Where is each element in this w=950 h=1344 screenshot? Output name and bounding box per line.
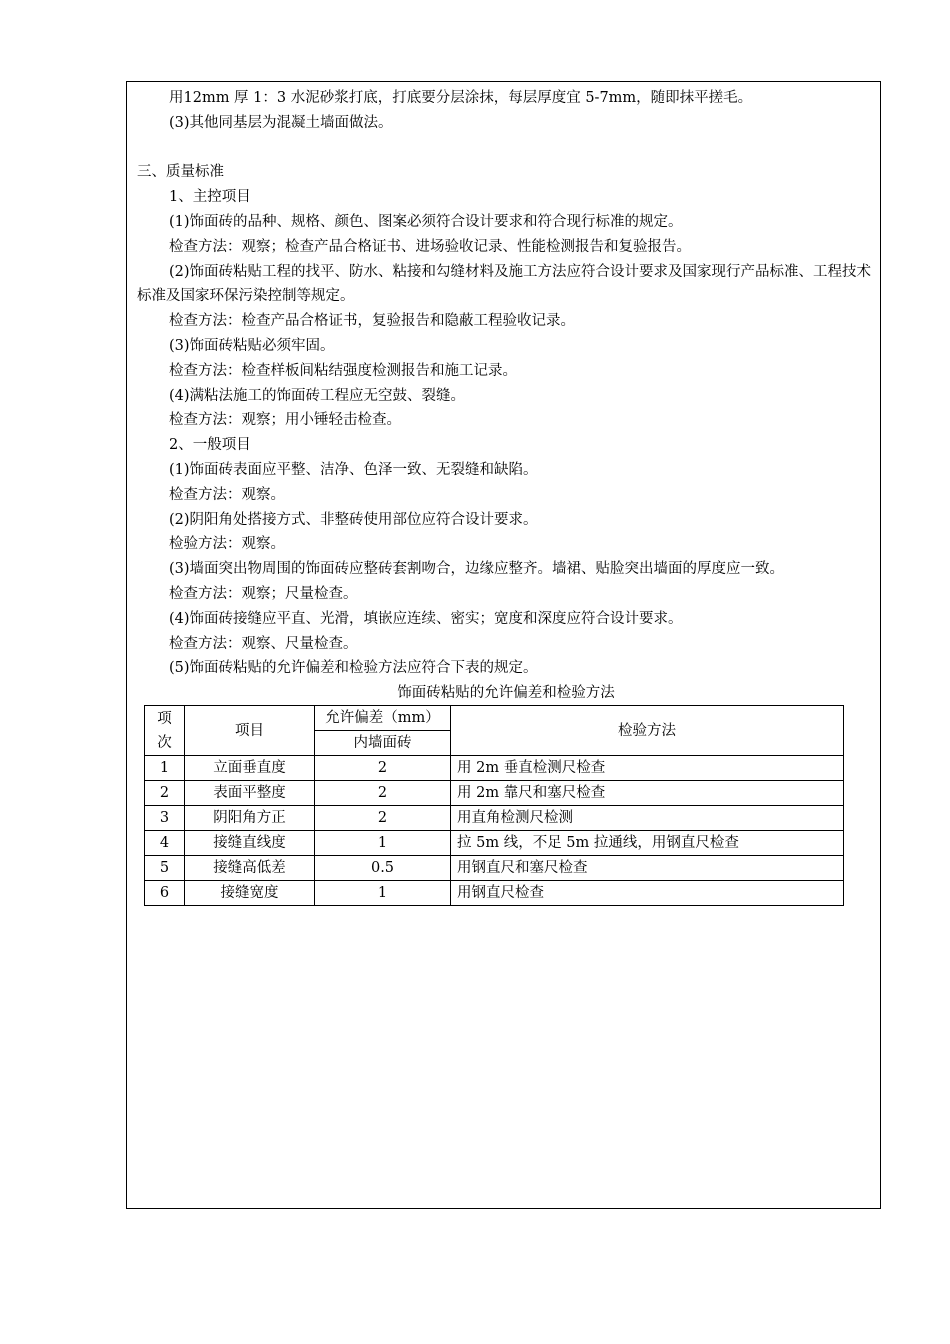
main-item-1-check: 检查方法：观察；检查产品合格证书、进场验收记录、性能检测报告和复验报告。: [169, 238, 691, 255]
general-item-4-check: 检查方法：观察、尺量检查。: [169, 635, 358, 652]
header-no-label: 项次: [157, 710, 172, 751]
cell-method: 用直角检测尺检测: [451, 806, 844, 831]
cell-tolerance: 0.5: [315, 856, 451, 881]
header-tolerance-sub: 内墙面砖: [315, 731, 451, 756]
table-row: [145, 806, 844, 831]
main-items-heading: 1、主控项目: [169, 189, 251, 206]
main-item-3: (3)饰面砖粘贴必须牢固。: [169, 337, 335, 354]
main-item-1: (1)饰面砖的品种、规格、颜色、图案必须符合设计要求和符合现行标准的规定。: [169, 213, 683, 230]
table-row: [145, 856, 844, 881]
cell-no: 5: [145, 856, 185, 881]
cell-item: 接缝宽度: [185, 881, 315, 906]
cell-no: 1: [145, 756, 185, 781]
general-item-3-check: 检查方法：观察；尺量检查。: [169, 585, 358, 602]
general-items-heading: 2、一般项目: [169, 437, 251, 454]
general-item-5: (5)饰面砖粘贴的允许偏差和检验方法应符合下表的规定。: [169, 660, 538, 677]
spacer: [137, 136, 875, 161]
cell-item: 接缝直线度: [185, 831, 315, 856]
document-frame: [126, 81, 881, 1209]
section-heading: 三、质量标准: [137, 164, 224, 181]
cell-tolerance: 2: [315, 806, 451, 831]
header-item: 项目: [185, 706, 315, 756]
table-row: [145, 756, 844, 781]
general-item-3: (3)墙面突出物周围的饰面砖应整砖套割吻合，边缘应整齐。墙裙、贴脸突出墙面的厚度应一致。: [169, 561, 785, 578]
cell-method: 用 2m 靠尺和塞尺检查: [451, 781, 844, 806]
table-row: [145, 781, 844, 806]
main-item-2-check: 检查方法：检查产品合格证书，复验报告和隐蔽工程验收记录。: [169, 313, 575, 330]
cell-item: 表面平整度: [185, 781, 315, 806]
cell-method: 用钢直尺和塞尺检查: [451, 856, 844, 881]
table-row: [145, 831, 844, 856]
cell-no: 3: [145, 806, 185, 831]
cell-no: 6: [145, 881, 185, 906]
table-header-row: [145, 706, 844, 731]
cell-tolerance: 2: [315, 756, 451, 781]
tolerance-table: [144, 705, 844, 906]
table-title: 饰面砖粘贴的允许偏差和检验方法: [397, 685, 615, 702]
header-tolerance: 允许偏差（mm）: [315, 706, 451, 731]
cell-tolerance: 1: [315, 881, 451, 906]
paragraph-mortar: 用12mm 厚 1：3 水泥砂浆打底，打底要分层涂抹，每层厚度宜 5-7mm，随即抹平搓毛。: [169, 90, 753, 106]
general-item-1: (1)饰面砖表面应平整、洁净、色泽一致、无裂缝和缺陷。: [169, 461, 538, 478]
general-item-4: (4)饰面砖接缝应平直、光滑，填嵌应连续、密实；宽度和深度应符合设计要求。: [169, 610, 683, 627]
cell-item: 立面垂直度: [185, 756, 315, 781]
paragraph-other-base: (3)其他同基层为混凝土墙面做法。: [169, 114, 393, 131]
general-item-2: (2)阴阳角处搭接方式、非整砖使用部位应符合设计要求。: [169, 511, 538, 528]
cell-no: 4: [145, 831, 185, 856]
header-method: 检验方法: [451, 706, 844, 756]
general-item-2-check: 检验方法：观察。: [169, 536, 285, 553]
table-row: [145, 881, 844, 906]
cell-tolerance: 2: [315, 781, 451, 806]
main-item-3-check: 检查方法：检查样板间粘结强度检测报告和施工记录。: [169, 362, 517, 379]
document-body: [137, 86, 875, 705]
header-no: [145, 706, 185, 756]
general-item-1-check: 检查方法：观察。: [169, 486, 285, 503]
cell-no: 2: [145, 781, 185, 806]
cell-item: 阴阳角方正: [185, 806, 315, 831]
main-item-2: (2)饰面砖粘贴工程的找平、防水、粘接和勾缝材料及施工方法应符合设计要求及国家现行产品标准、工程技术标准及国家环保污染控制等规定。: [137, 263, 872, 305]
cell-method: 拉 5m 线，不足 5m 拉通线，用钢直尺检查: [451, 831, 844, 856]
cell-method: 用钢直尺检查: [451, 881, 844, 906]
cell-method: 用 2m 垂直检测尺检查: [451, 756, 844, 781]
main-item-4: (4)满粘法施工的饰面砖工程应无空鼓、裂缝。: [169, 387, 466, 404]
cell-tolerance: 1: [315, 831, 451, 856]
main-item-4-check: 检查方法：观察；用小锤轻击检查。: [169, 412, 401, 429]
cell-item: 接缝高低差: [185, 856, 315, 881]
